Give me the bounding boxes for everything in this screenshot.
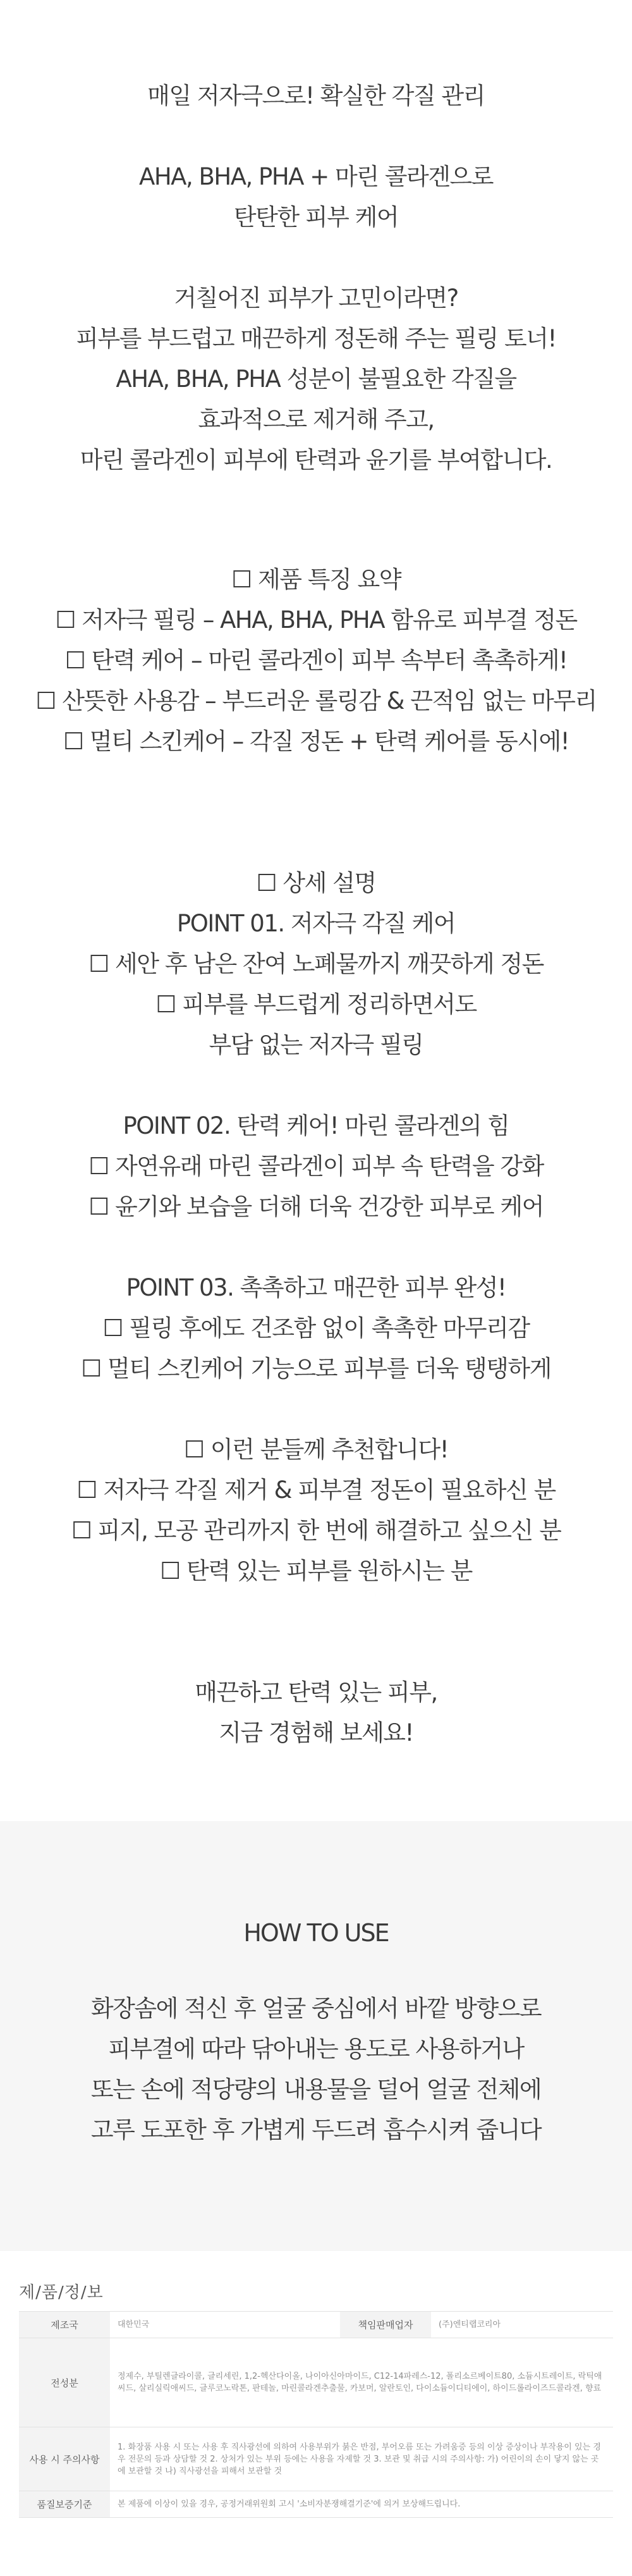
intro-line: 탄탄한 피부 케어 xyxy=(233,204,399,231)
intro-line xyxy=(0,238,632,278)
info-value: 대한민국 xyxy=(110,2312,340,2338)
details-line: POINT 03. 촉촉하고 매끈한 피부 완성! xyxy=(126,1274,506,1301)
details-line xyxy=(0,1389,632,1430)
details-line: ☐ 이런 분들께 추천합니다! xyxy=(183,1436,449,1463)
howto-title: HOW TO USE xyxy=(243,1919,389,1947)
details-line: ☐ 피지, 모공 관리까지 한 번에 해결하고 싶으신 분 xyxy=(71,1517,561,1544)
closing-line: 지금 경험해 보세요! xyxy=(219,1719,413,1746)
info-value: 1. 화장품 사용 시 또는 사용 후 직사광선에 의하여 사용부위가 붉은 반점, 부어오름 또는 가려움증 등의 이상 증상이나 부작용이 있는 경우 전문의 등과 상담할 것 2. 상처가 있는 부위 등에는 사용을 자제할 것 3. 보관 및 취급 시의 주의사항: 가) 어린이의 손이 닿지 않는 곳에 보관할 것 나) 직사광선을 피해서 보관할 것 xyxy=(110,2427,613,2491)
details-line: POINT 02. 탄력 케어! 마린 콜라겐의 힘 xyxy=(123,1112,509,1139)
details-line: 부담 없는 저자극 필링 xyxy=(209,1031,423,1058)
table-row xyxy=(19,2312,613,2338)
details-line: ☐ 멀티 스킨케어 기능으로 피부를 더욱 탱탱하게 xyxy=(81,1355,551,1382)
intro-line: 매일 저자극으로! 확실한 각질 관리 xyxy=(147,82,485,109)
product-info-table xyxy=(19,2311,613,2518)
intro-line: AHA, BHA, PHA + 마린 콜라겐으로 xyxy=(139,163,493,190)
intro-line: 거칠어진 피부가 고민이라면? xyxy=(174,285,458,312)
features-line: ☐ 제품 특징 요약 xyxy=(231,566,401,593)
info-value: 본 제품에 이상이 있을 경우, 공정거래위원회 고시 '소비자분쟁해결기준'에 의거 보상해드립니다. xyxy=(110,2491,613,2518)
info-label: 품질보증기준 xyxy=(19,2491,110,2518)
info-value: 정제수, 부틸렌글라이콜, 글리세린, 1,2-헥산다이올, 나이아신아마이드, C12-14파레스-12, 폴리소르베이트80, 소듐시트레이트, 락틱애씨드, 살리실릭애씨드, 글루코노락톤, 판테놀, 마린콜라겐추출물, 카보머, 알란토인, 다이소듐이디티에이, 하이드롤라이즈드콜라겐, 향료 xyxy=(110,2338,613,2427)
details-section xyxy=(0,863,632,1592)
howto-line: 피부결에 따라 닦아내는 용도로 사용하거나 xyxy=(108,2035,524,2063)
product-info-title: 제/품/정/보 xyxy=(19,2283,104,2302)
details-line: ☐ 저자극 각질 제거 & 피부결 정돈이 필요하신 분 xyxy=(76,1476,556,1504)
table-row xyxy=(19,2338,613,2427)
details-line: ☐ 자연유래 마린 콜라겐이 피부 속 탄력을 강화 xyxy=(88,1153,544,1180)
details-line: ☐ 필링 후에도 건조함 없이 촉촉한 마무리감 xyxy=(102,1315,530,1342)
intro-line: 효과적으로 제거해 주고, xyxy=(198,406,434,433)
intro-line xyxy=(0,116,632,157)
features-line: ☐ 산뜻한 사용감 – 부드러운 롤링감 & 끈적임 없는 마무리 xyxy=(35,687,597,715)
info-label: 책임판매업자 xyxy=(340,2312,431,2338)
howto-line: 화장솜에 적신 후 얼굴 중심에서 바깥 방향으로 xyxy=(90,1995,542,2022)
features-section xyxy=(0,560,632,762)
closing-section xyxy=(0,1672,632,1753)
features-line: ☐ 멀티 스킨케어 – 각질 정돈 + 탄력 케어를 동시에! xyxy=(63,728,569,755)
intro-line: AHA, BHA, PHA 성분이 불필요한 각질을 xyxy=(116,365,516,393)
details-line: ☐ 상세 설명 xyxy=(256,869,376,897)
intro-section xyxy=(0,76,632,481)
table-row xyxy=(19,2427,613,2491)
closing-line: 매끈하고 탄력 있는 피부, xyxy=(195,1679,437,1706)
info-label: 사용 시 주의사항 xyxy=(19,2427,110,2491)
details-line xyxy=(0,1227,632,1268)
howto-line: 또는 손에 적당량의 내용물을 덜어 얼굴 전체에 xyxy=(90,2076,542,2103)
details-line: ☐ 탄력 있는 피부를 원하시는 분 xyxy=(160,1557,472,1585)
details-line xyxy=(0,1065,632,1106)
info-label: 제조국 xyxy=(19,2312,110,2338)
info-label: 전성분 xyxy=(19,2338,110,2427)
details-line: ☐ 피부를 부드럽게 정리하면서도 xyxy=(155,991,477,1018)
table-row xyxy=(19,2491,613,2518)
details-line: POINT 01. 저자극 각질 케어 xyxy=(176,910,456,937)
features-line: ☐ 저자극 필링 – AHA, BHA, PHA 함유로 피부결 정돈 xyxy=(55,606,577,634)
intro-line: 마린 콜라겐이 피부에 탄력과 윤기를 부여합니다. xyxy=(80,446,552,474)
howto-section xyxy=(0,1989,632,2150)
details-line: ☐ 세안 후 남은 잔여 노폐물까지 깨끗하게 정돈 xyxy=(88,950,544,978)
howto-line: 고루 도포한 후 가볍게 두드려 흡수시켜 줍니다 xyxy=(90,2116,542,2144)
features-line: ☐ 탄력 케어 – 마린 콜라겐이 피부 속부터 촉촉하게! xyxy=(64,647,568,674)
info-value: (주)엔티랩코리아 xyxy=(431,2312,613,2338)
intro-line: 피부를 부드럽고 매끈하게 정돈해 주는 필링 토너! xyxy=(76,325,556,352)
details-line: ☐ 윤기와 보습을 더해 더욱 건강한 피부로 케어 xyxy=(88,1193,544,1220)
